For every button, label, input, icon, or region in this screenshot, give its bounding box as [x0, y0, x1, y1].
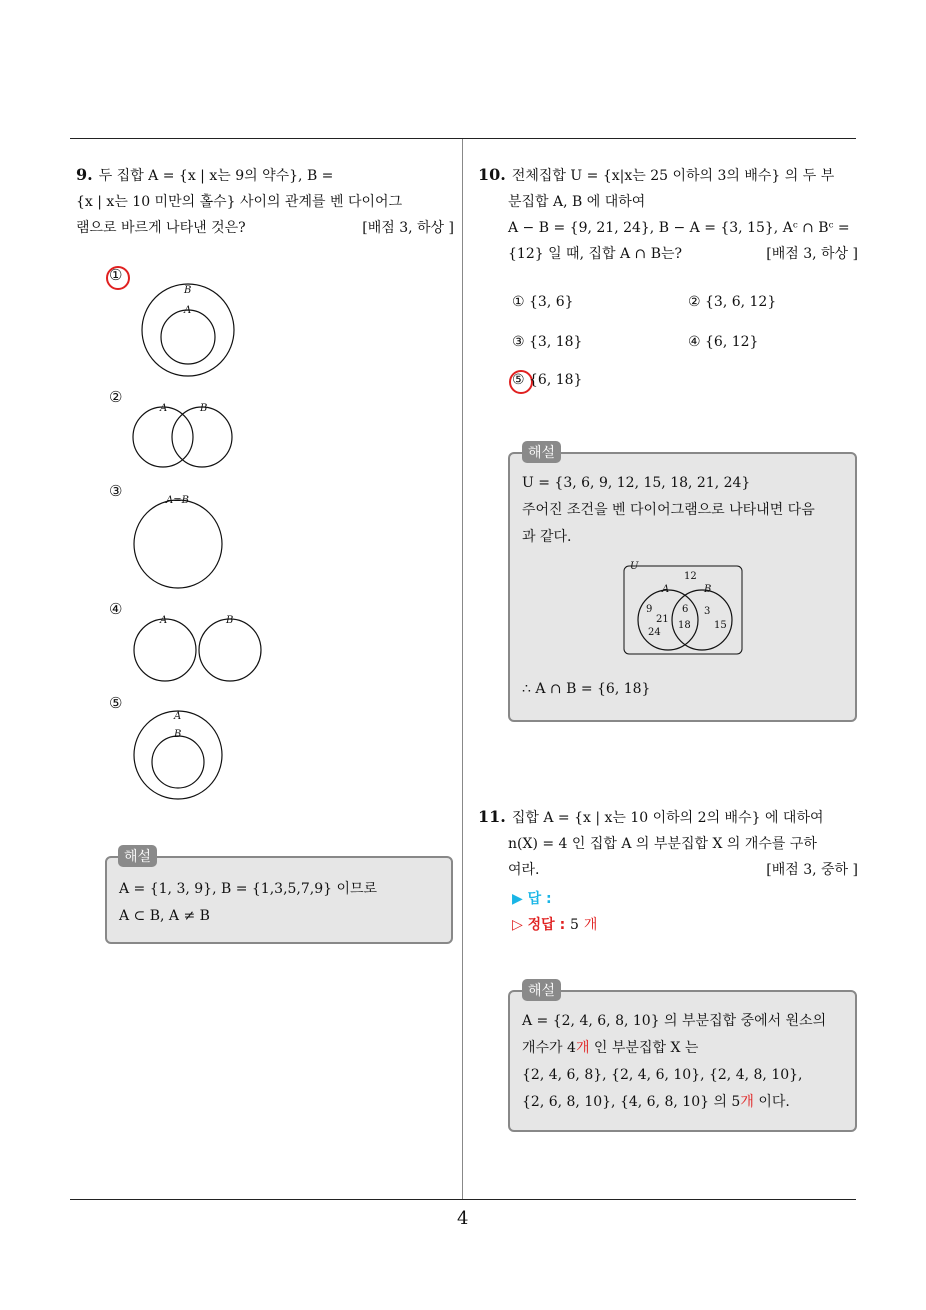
q9-number: 9.: [76, 165, 93, 184]
q10-choice-1[interactable]: ① {3, 6}: [512, 294, 574, 310]
venn-value-24: 24: [648, 627, 661, 638]
q11-number: 11.: [478, 807, 506, 826]
q9-explanation-tag: 해설: [118, 845, 157, 867]
q9-explanation-text: A = {1, 3, 9}, B = {1,3,5,7,9} 이므로 A ⊂ B, A ≠ B: [119, 881, 378, 924]
q10-choice-3[interactable]: ③ {3, 18}: [512, 334, 583, 350]
venn-label-a: A: [662, 584, 670, 595]
q9-explanation-box: [105, 856, 453, 944]
q9-stem: [76, 162, 454, 241]
venn-label-u: U: [630, 561, 639, 572]
q9-line3: 램으로 바르게 나타낸 것은? [배점 3, 하상 ]: [76, 215, 454, 241]
q10-points: [배점 3, 하상 ]: [766, 246, 858, 262]
venn-label-a: A: [160, 615, 168, 626]
q11-explanation-box: [508, 990, 857, 1132]
q11-explanation-text: A = {2, 4, 6, 8, 10} 의 부분집합 중에서 원소의 개수가 4개 인 부분집합 X 는 {2, 4, 6, 8}, {2, 4, 6, 10}, {2, 4, 8, 10}, {2, 6, 8, 10}, {4, 6, 8, 10} 의 5개 이다.: [522, 1013, 827, 1110]
venn-value-15: 15: [714, 620, 727, 631]
q9-option-2-venn[interactable]: [130, 400, 240, 472]
venn-label-b: B: [174, 729, 182, 740]
q11-line1: 11. 집합 A = {x | x는 10 이하의 2의 배수} 에 대하여: [478, 807, 824, 826]
q10-explanation-box: [508, 452, 857, 722]
q9-option-5-label[interactable]: ⑤: [109, 694, 123, 712]
q9-option-3-venn[interactable]: [130, 492, 230, 592]
q10-line3: A − B = {9, 21, 24}, B − A = {3, 15}, Aᶜ ∩ Bᶜ =: [508, 220, 850, 236]
top-rule: [70, 138, 856, 139]
q10-conclusion: ∴ A ∩ B = {6, 18}: [522, 681, 651, 697]
q10-choice-4[interactable]: ④ {6, 12}: [688, 334, 759, 350]
q9-option-3-label[interactable]: ③: [109, 482, 123, 500]
q10-line4: {12} 일 때, 집합 A ∩ B는? [배점 3, 하상 ]: [478, 241, 858, 267]
venn-label-a: A: [184, 305, 192, 316]
q11-stem: [478, 804, 858, 883]
venn-value-3: 3: [704, 606, 711, 617]
q10-venn-diagram: [622, 562, 746, 658]
venn-label-b: B: [704, 584, 712, 595]
venn-label-b: B: [200, 403, 208, 414]
q10-explanation-tag: 해설: [522, 441, 561, 463]
q10-choice-2[interactable]: ② {3, 6, 12}: [688, 294, 777, 310]
venn-label-a: A: [174, 711, 182, 722]
q11-correct-number: 5: [570, 917, 579, 933]
q9-option-1-venn[interactable]: [140, 283, 240, 378]
q11-points: [배점 3, 중하 ]: [766, 862, 858, 878]
venn-value-12: 12: [684, 571, 697, 582]
q9-option-2-label[interactable]: ②: [109, 388, 123, 406]
venn-value-6: 6: [682, 604, 689, 615]
bottom-rule: [70, 1199, 856, 1200]
q11-answer-label[interactable]: ▶ 답 :: [512, 891, 552, 907]
q10-choice-5[interactable]: ⑤ {6, 18}: [512, 372, 583, 388]
q10-line1: 10. 전체집합 U = {x|x는 25 이하의 3의 배수} 의 두 부: [478, 165, 835, 184]
page-number: 4: [457, 1208, 469, 1229]
q10-explanation-text: U = {3, 6, 9, 12, 15, 18, 21, 24} 주어진 조건을 벤 다이어그램으로 나타내면 다음 과 같다.: [522, 475, 815, 545]
column-divider: [462, 139, 463, 1200]
venn-label-a: A: [160, 403, 168, 414]
q9-line1: 9. 두 집합 A = {x | x는 9의 약수}, B =: [76, 165, 334, 184]
q10-line2: 분집합 A, B 에 대하여: [508, 194, 646, 210]
q11-explanation-tag: 해설: [522, 979, 561, 1001]
venn-value-9: 9: [646, 604, 653, 615]
q9-option-4-label[interactable]: ④: [109, 600, 123, 618]
q11-line2: n(X) = 4 인 집합 A 의 부분집합 X 의 개수를 구하: [508, 836, 817, 852]
q9-option-4-venn[interactable]: [130, 612, 270, 684]
q9-option-5-venn[interactable]: [130, 708, 230, 803]
q11-line3: 여라. [배점 3, 중하 ]: [478, 857, 858, 883]
q11-correct-answer: ▷ 정답 : 5 개: [512, 917, 598, 933]
venn-value-21: 21: [656, 614, 669, 625]
q9-line2: {x | x는 10 미만의 홀수} 사이의 관계를 벤 다이어그: [76, 194, 403, 210]
q10-stem: [478, 162, 858, 267]
venn-label-a-equals-b: A=B: [166, 495, 189, 506]
q11-correct-unit: 개: [583, 917, 598, 933]
venn-value-18: 18: [678, 620, 691, 631]
venn-label-b: B: [226, 615, 234, 626]
q9-points: [배점 3, 하상 ]: [362, 220, 454, 236]
venn-label-b: B: [184, 285, 192, 296]
q10-number: 10.: [478, 165, 506, 184]
q9-option-1-label[interactable]: ①: [109, 266, 123, 284]
